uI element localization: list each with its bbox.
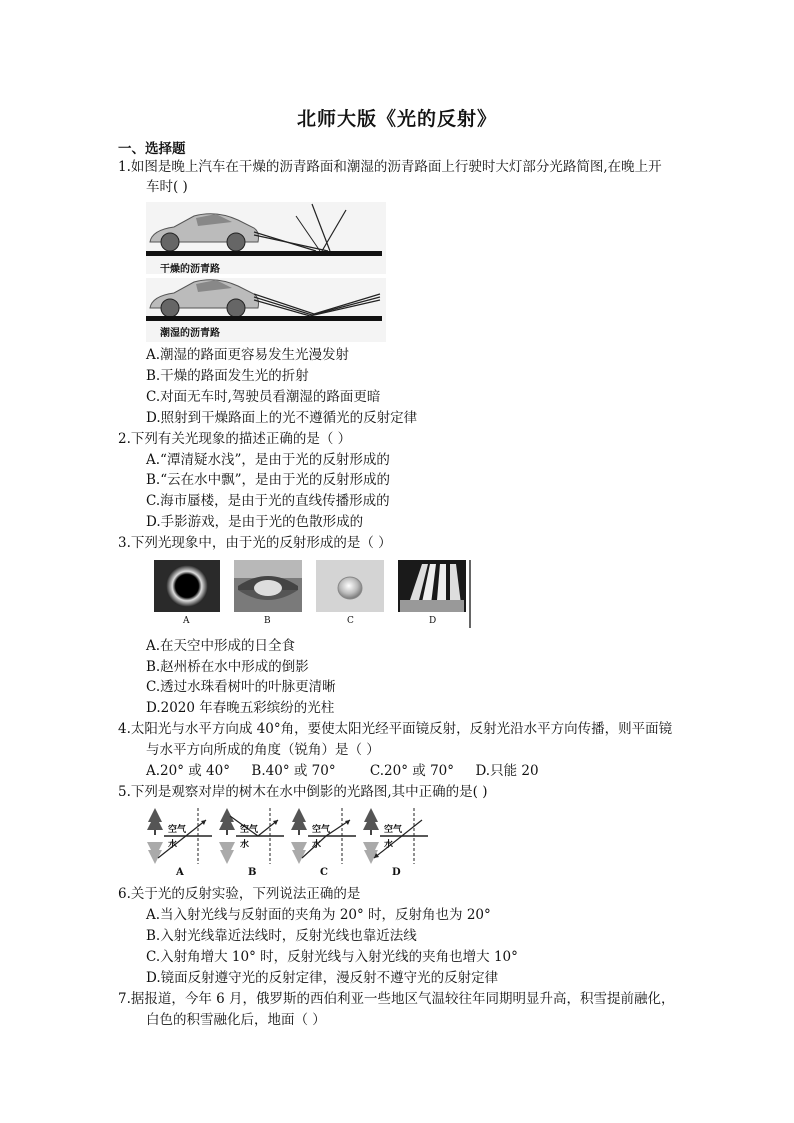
road-surface <box>146 316 382 321</box>
dry-road-label: 干燥的沥青路 <box>160 264 220 275</box>
car-wheel-icon <box>227 233 245 251</box>
q5-diagrams <box>146 806 436 866</box>
q5-fig-label-a: A <box>176 867 184 878</box>
q1-option-c: C.对面无车时,驾驶员看潮湿的路面更暗 <box>146 389 381 405</box>
q5-fig-label-d: D <box>392 867 401 878</box>
q2-option-c: C.海市蜃楼，是由于光的直线传播形成的 <box>146 493 390 509</box>
q4-stem-line1: 4.太阳光与水平方向成 40°角，要使太阳光经平面镜反射，反射光沿水平方向传播，则平面镜 <box>118 721 673 737</box>
q3-option-b: B.赵州桥在水中形成的倒影 <box>146 659 309 675</box>
q5-diagram-b <box>219 808 284 864</box>
q6-option-a: A.当入射光线与反射面的夹角为 20° 时，反射角也为 20° <box>146 907 491 923</box>
q7-stem-line2: 白色的积雪融化后，地面（ ） <box>146 1012 326 1028</box>
q6-option-c: C.入射角增大 10° 时，反射光线与入射光线的夹角也增大 10° <box>146 949 518 965</box>
q4-stem-line2: 与水平方向所成的角度（锐角）是（ ） <box>146 742 380 758</box>
q3-photos <box>150 560 472 632</box>
water-drop-icon <box>338 577 362 599</box>
q5-stem: 5.下列是观察对岸的树木在水中倒影的光路图,其中正确的是( ) <box>118 784 488 800</box>
q2-option-d: D.手影游戏，是由于光的色散形成的 <box>146 514 364 530</box>
q3-photo-strip <box>150 560 472 632</box>
q1-option-b: B.干燥的路面发生光的折射 <box>146 368 309 384</box>
q1-figure-wet-road <box>146 278 386 342</box>
q7-stem-line1: 7.据报道，今年 6 月，俄罗斯的西伯利亚一些地区气温较往年同期明显升高，积雪提前融化， <box>118 991 675 1007</box>
q6-option-b: B.入射光线靠近法线时，反射光线也靠近法线 <box>146 928 417 944</box>
road-surface <box>146 251 382 256</box>
q5-water-label-c: 水 <box>312 840 322 850</box>
q4-options: A.20° 或 40° B.40° 或 70° C.20° 或 70° D.只能 20 <box>146 763 539 779</box>
q3-photo-label-d: D <box>429 616 437 626</box>
q5-diagram-d <box>363 808 428 864</box>
q2-option-a: A.“潭清疑水浅”，是由于光的反射形成的 <box>146 452 390 468</box>
q6-stem: 6.关于光的反射实验，下列说法正确的是 <box>118 886 361 902</box>
q5-figures <box>146 806 436 878</box>
q5-diagram-a <box>147 808 212 864</box>
q3-stem: 3.下列光现象中，由于光的反射形成的是（ ） <box>118 535 392 551</box>
q5-water-label-a: 水 <box>168 840 178 850</box>
q5-air-label-d: 空气 <box>384 825 403 835</box>
q5-diagram-c <box>291 808 356 864</box>
q5-air-label-c: 空气 <box>312 825 331 835</box>
page-title: 北师大版《光的反射》 <box>296 108 497 130</box>
q5-fig-label-c: C <box>320 867 328 878</box>
q5-air-label-a: 空气 <box>168 825 187 835</box>
q2-option-b: B.“云在水中飘”，是由于光的反射形成的 <box>146 472 391 488</box>
eclipse-icon <box>166 565 208 607</box>
q1-figure-dry-road <box>146 202 386 274</box>
q3-option-d: D.2020 年春晚五彩缤纷的光柱 <box>146 700 335 716</box>
wet-road-label: 潮湿的沥青路 <box>160 328 220 339</box>
q6-option-d: D.镜面反射遵守光的反射定律，漫反射不遵守光的反射定律 <box>146 970 499 986</box>
q3-option-a: A.在天空中形成的日全食 <box>146 638 296 654</box>
q1-stem-line1: 1.如图是晚上汽车在干燥的沥青路面和潮湿的沥青路面上行驶时大灯部分光路简图,在晚上开 <box>118 159 662 175</box>
q3-option-c: C.透过水珠看树叶的叶脉更清晰 <box>146 679 336 695</box>
q1-option-d: D.照射到干燥路面上的光不遵循光的反射定律 <box>146 410 418 426</box>
q5-water-label-b: 水 <box>240 840 250 850</box>
q1-stem-line2: 车时( ) <box>146 179 188 195</box>
car-wheel-icon <box>161 233 179 251</box>
q3-photo-label-b: B <box>264 616 271 626</box>
q5-air-label-b: 空气 <box>240 825 259 835</box>
q3-photo-label-c: C <box>347 616 354 626</box>
q2-stem: 2.下列有关光现象的描述正确的是（ ） <box>118 431 352 447</box>
q5-water-label-d: 水 <box>384 840 394 850</box>
q1-option-a: A.潮湿的路面更容易发生光漫发射 <box>146 347 350 363</box>
q3-photo-label-a: A <box>183 616 190 626</box>
section-heading: 一、选择题 <box>118 141 186 157</box>
car-wheel-icon <box>227 299 245 317</box>
car-wheel-icon <box>161 299 179 317</box>
q5-fig-label-b: B <box>248 867 257 878</box>
